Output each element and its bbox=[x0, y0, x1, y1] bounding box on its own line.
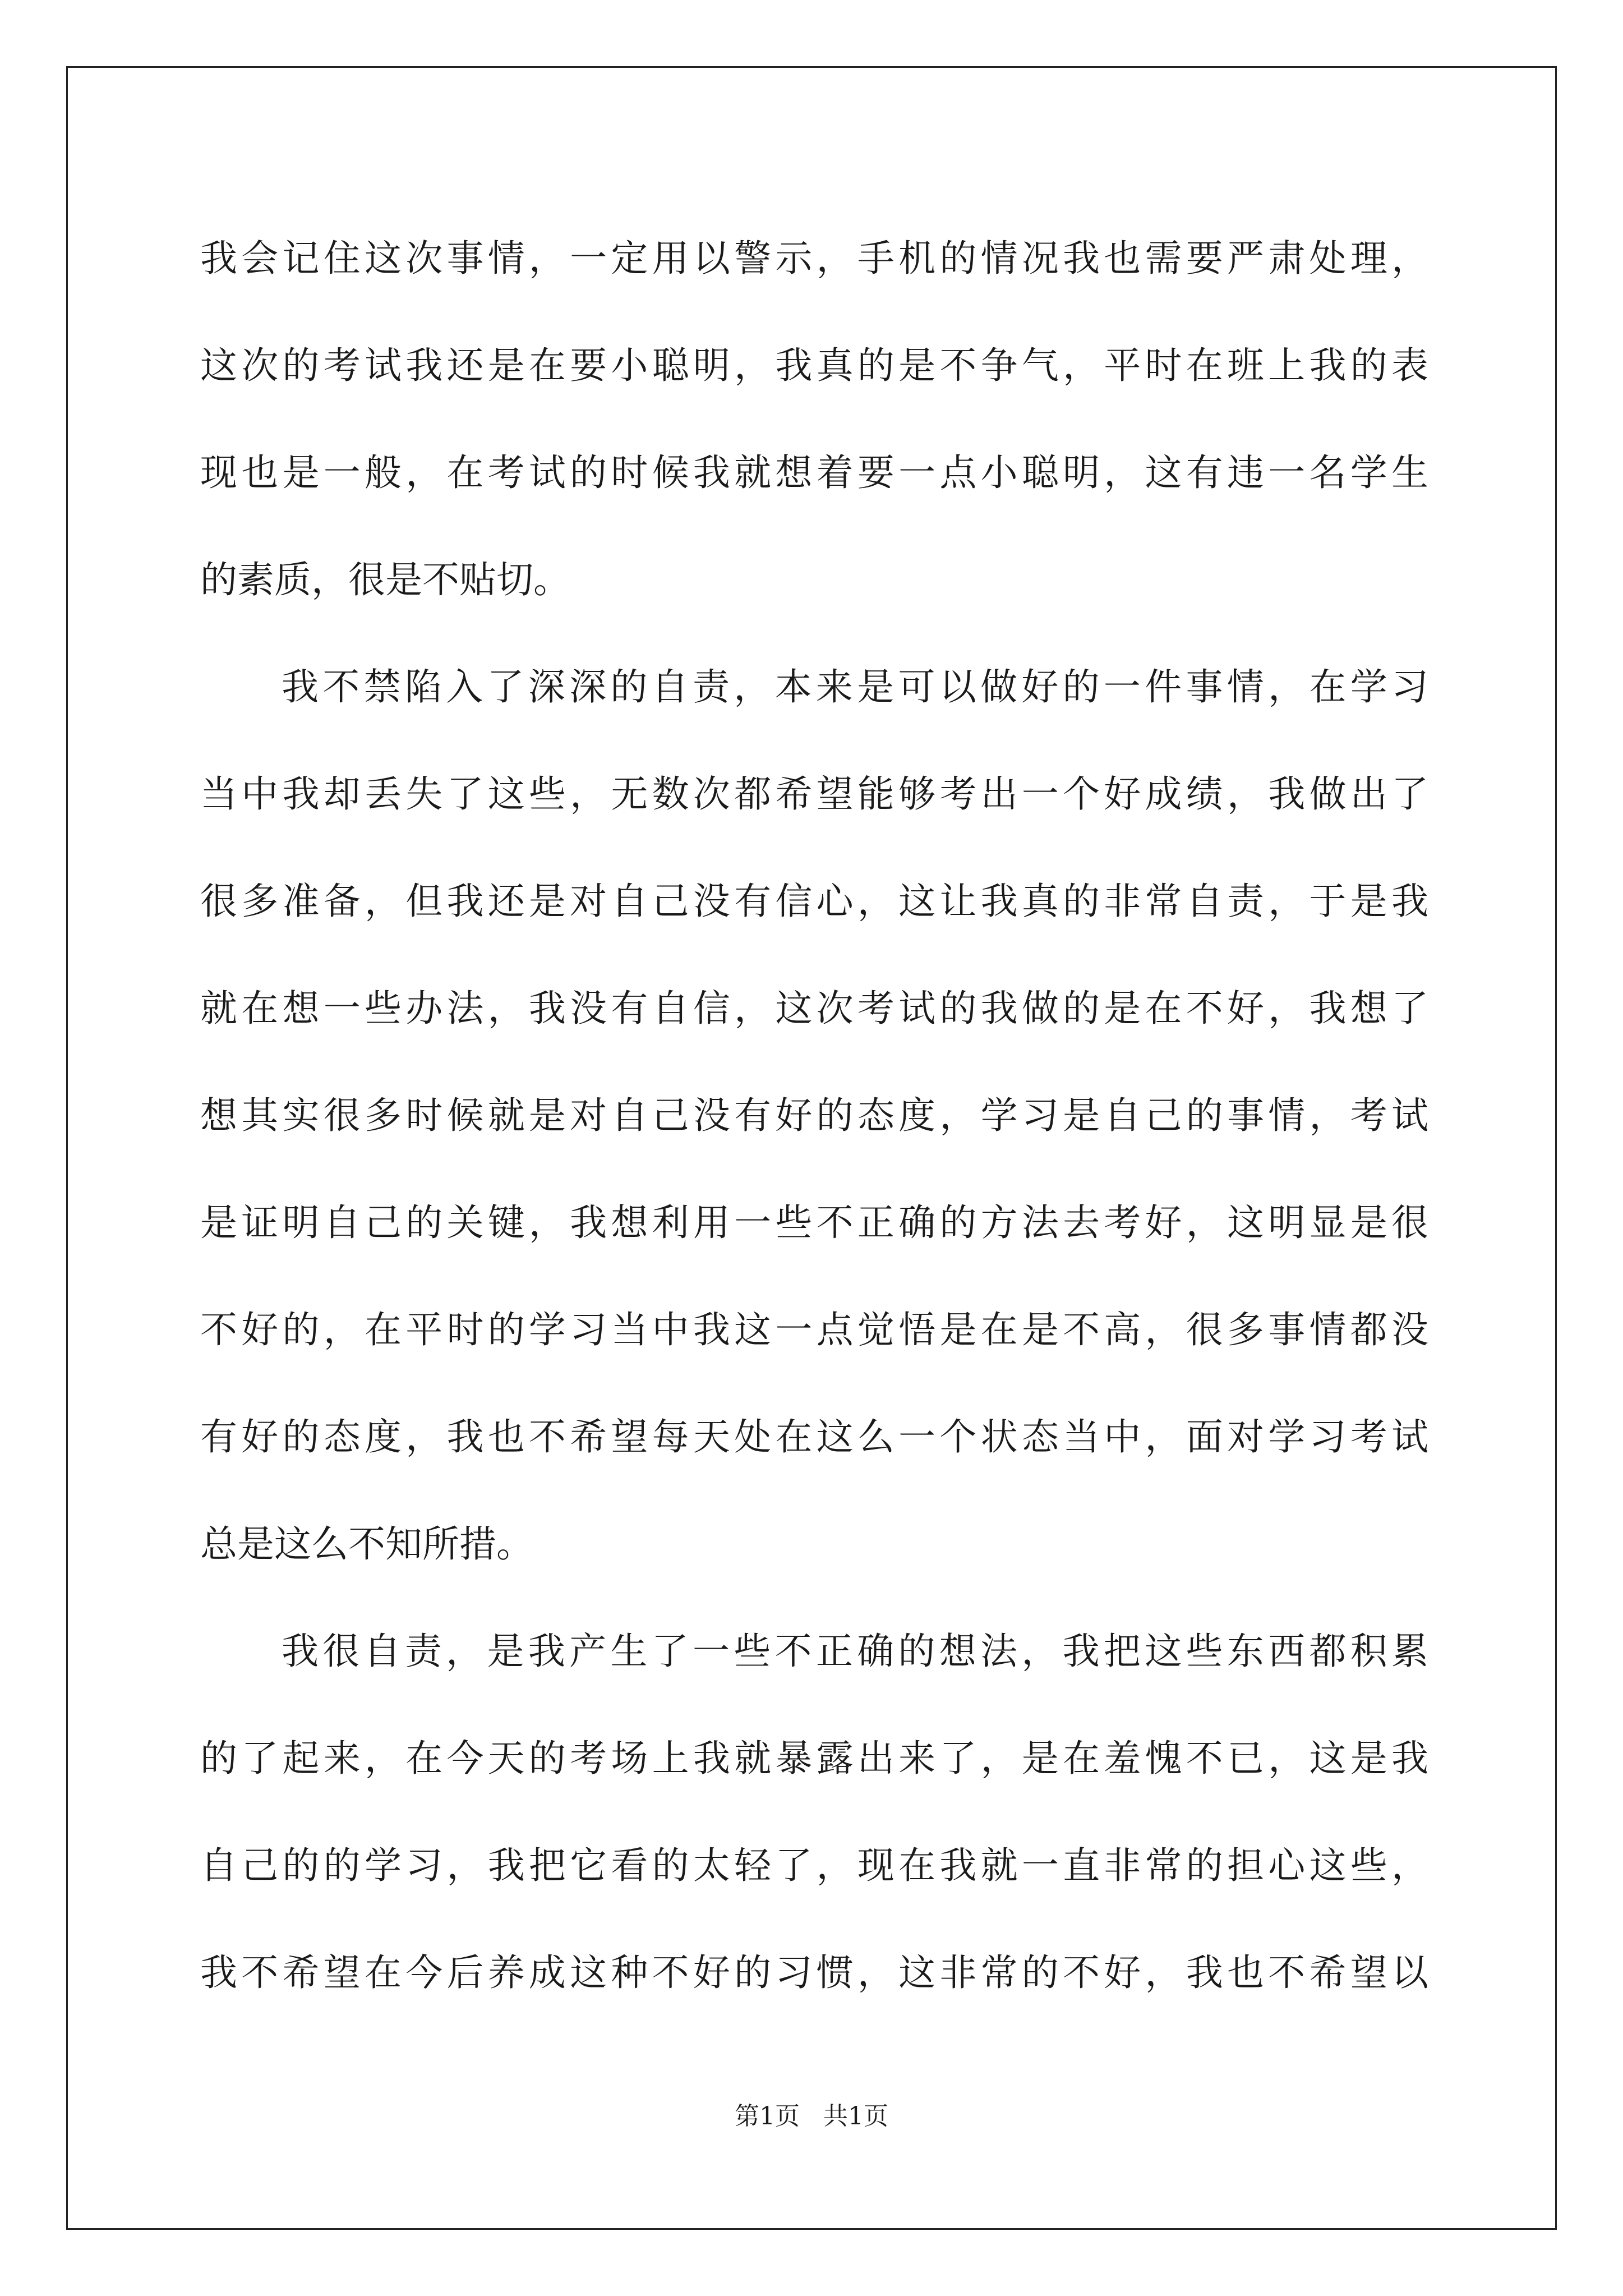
text-line: 总是这么不知所措。 bbox=[200, 1522, 533, 1566]
text-line: 我会记住这次事情，一定用以警示，手机的情况我也需要严肃处理， bbox=[200, 237, 1428, 280]
text-line: 自己的的学习，我把它看的太轻了，现在我就一直非常的担心这些， bbox=[200, 1844, 1428, 1887]
text-line: 当中我却丢失了这些，无数次都希望能够考出一个好成绩，我做出了 bbox=[200, 772, 1428, 816]
text-line: 我不希望在今后养成这种不好的习惯，这非常的不好，我也不希望以 bbox=[200, 1951, 1428, 1994]
text-line: 不好的，在平时的学习当中我这一点觉悟是在是不高，很多事情都没 bbox=[200, 1308, 1428, 1351]
text-line: 是证明自己的关键，我想利用一些不正确的方法去考好，这明显是很 bbox=[200, 1201, 1428, 1244]
text-line: 很多准备，但我还是对自己没有信心，这让我真的非常自责，于是我 bbox=[200, 880, 1428, 923]
text-line: 想其实很多时候就是对自己没有好的态度，学习是自己的事情，考试 bbox=[200, 1094, 1428, 1137]
text-line: 的了起来，在今天的考场上我就暴露出来了，是在羞愧不已，这是我 bbox=[200, 1737, 1428, 1780]
document-body bbox=[200, 205, 1428, 2026]
text-line: 这次的考试我还是在要小聪明，我真的是不争气，平时在班上我的表 bbox=[200, 344, 1428, 387]
text-line: 我很自责，是我产生了一些不正确的想法，我把这些东西都积累 bbox=[282, 1630, 1428, 1673]
text-line: 现也是一般，在考试的时候我就想着要一点小聪明，这有违一名学生 bbox=[200, 451, 1428, 494]
page-footer: 第1页 共1页 bbox=[735, 2102, 888, 2131]
text-line: 有好的态度，我也不希望每天处在这么一个状态当中，面对学习考试 bbox=[200, 1415, 1428, 1458]
text-line: 的素质，很是不贴切。 bbox=[200, 558, 570, 601]
text-line: 就在想一些办法，我没有自信，这次考试的我做的是在不好，我想了 bbox=[200, 987, 1428, 1030]
text-line: 我不禁陷入了深深的自责，本来是可以做好的一件事情，在学习 bbox=[282, 665, 1428, 708]
